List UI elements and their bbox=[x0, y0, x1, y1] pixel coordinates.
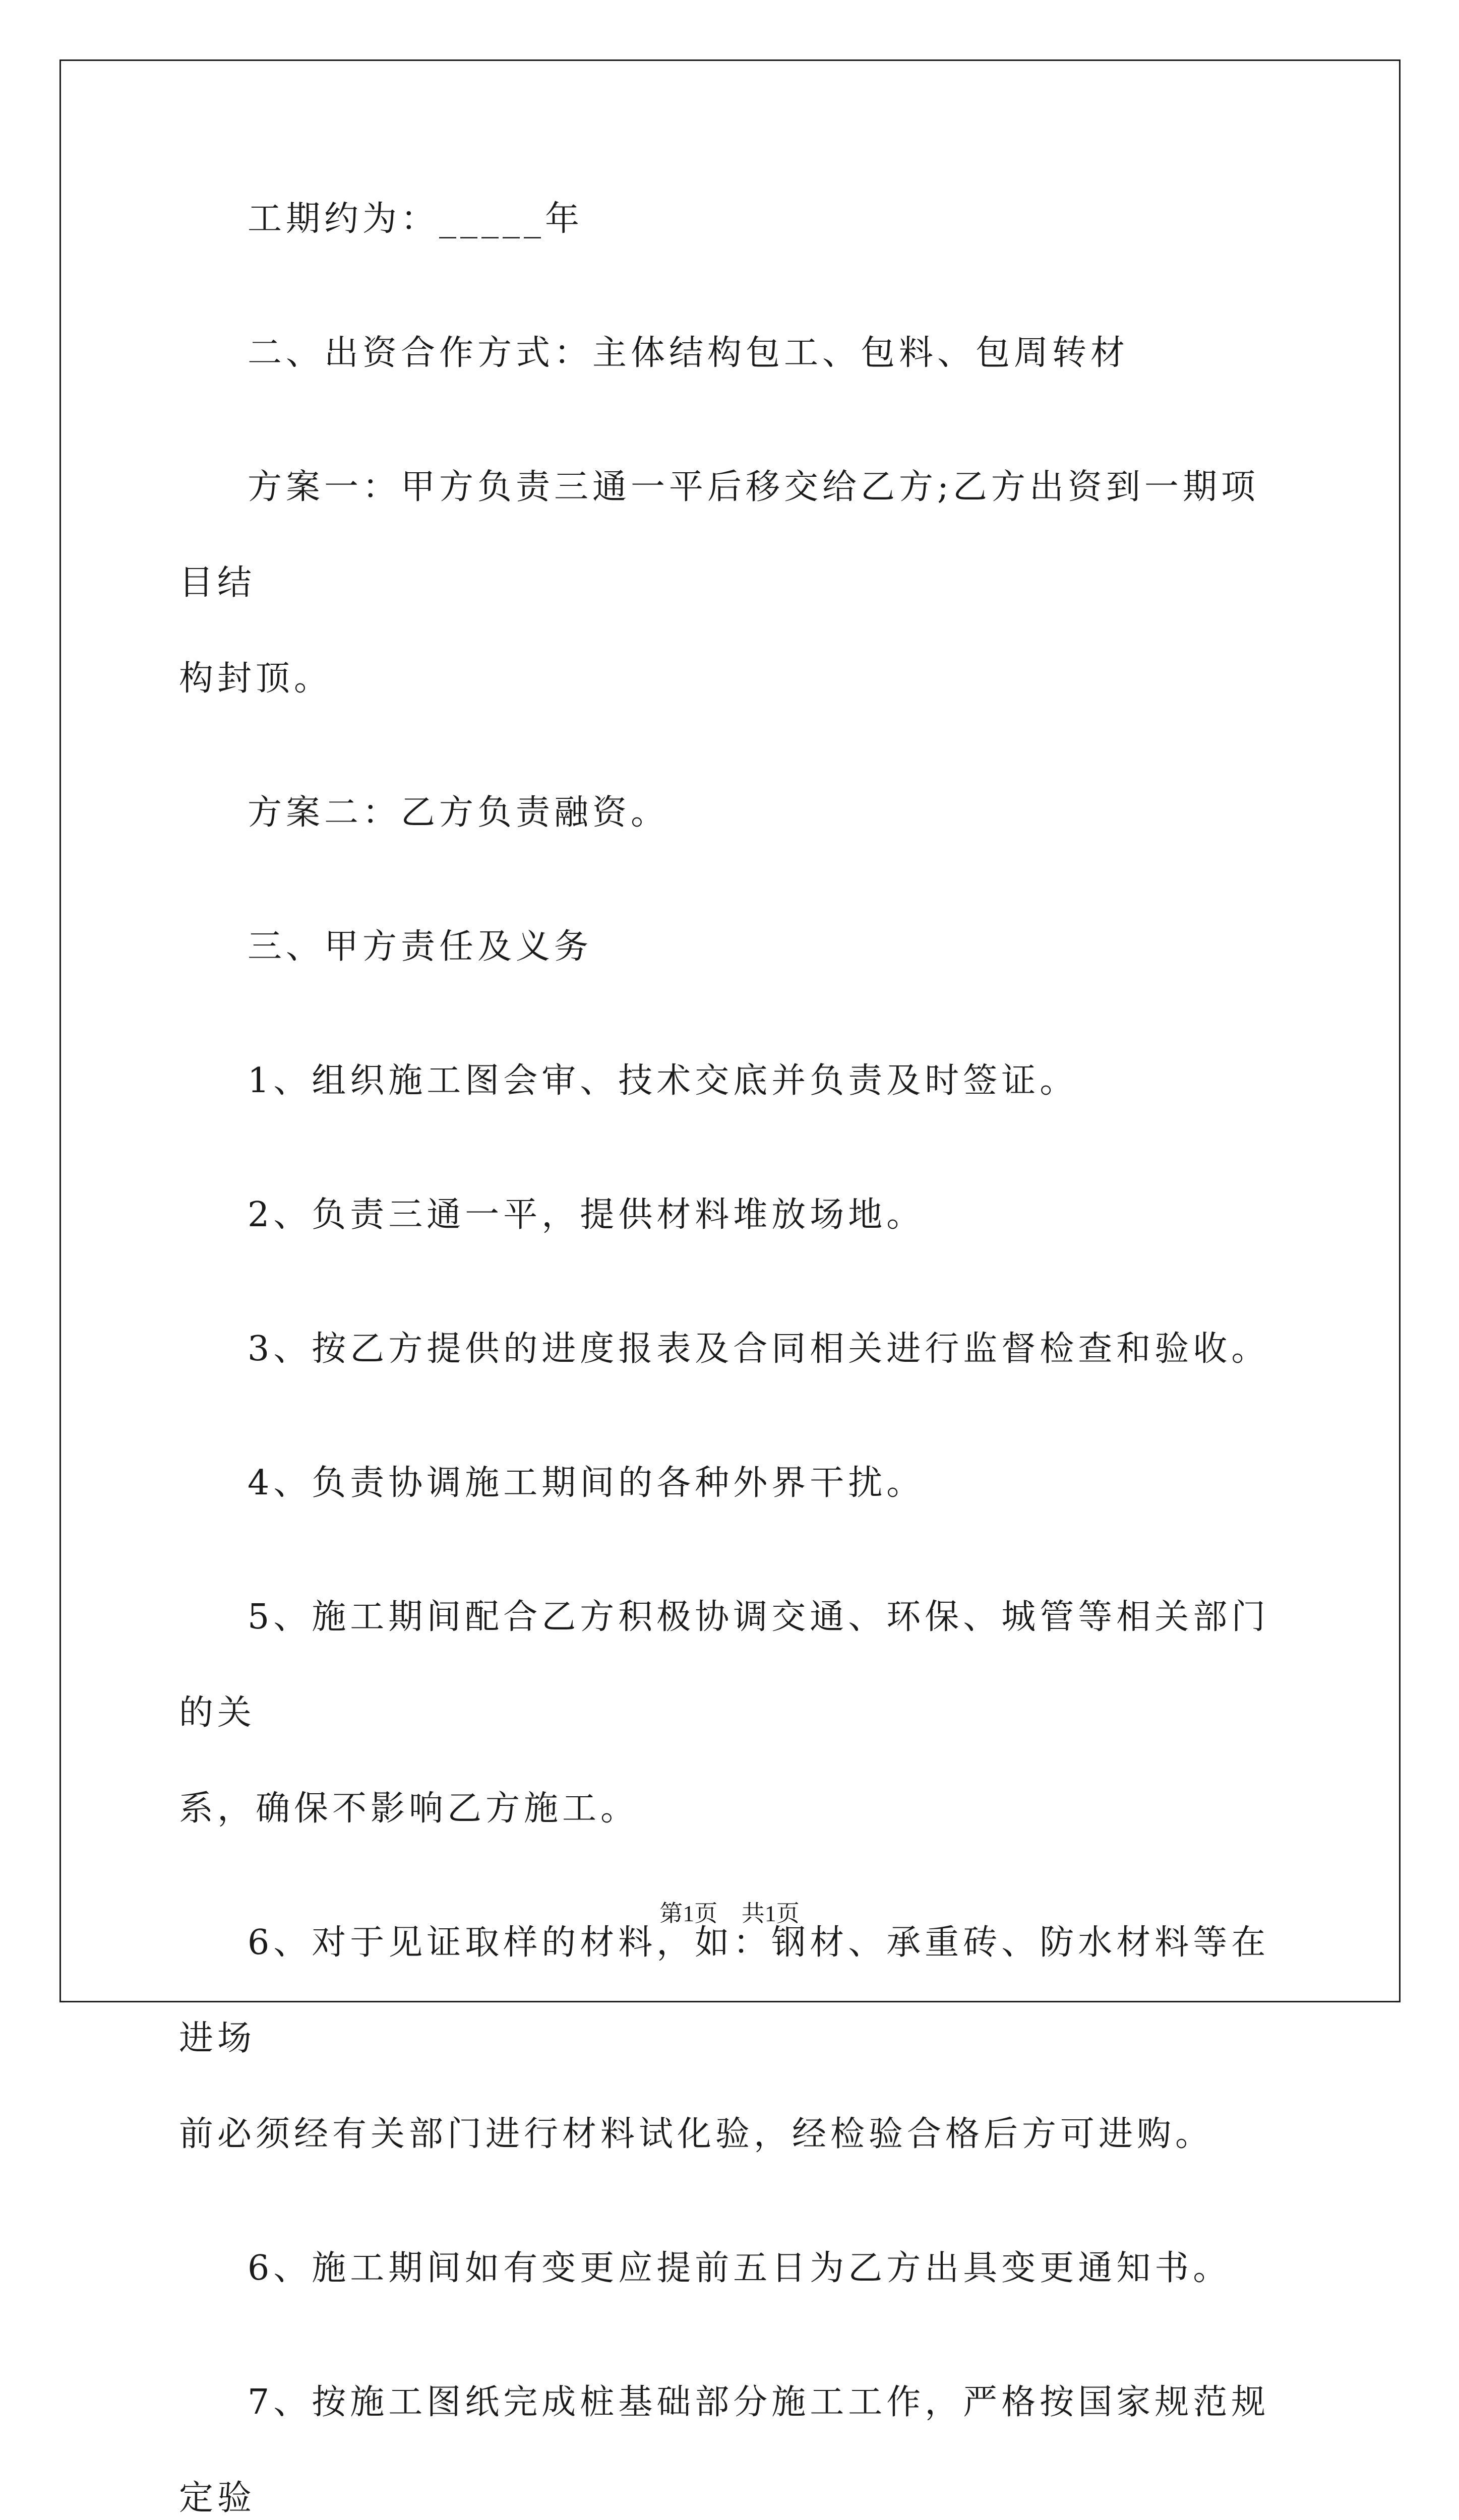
list-item-2 bbox=[179, 1167, 1296, 1263]
list-item-6a bbox=[179, 1895, 1296, 2182]
paragraph-duration bbox=[179, 171, 1296, 267]
page-footer bbox=[0, 1895, 1459, 1928]
text-line: 5、施工期间配合乙方积极协调交通、环保、城管等相关部门的关 bbox=[179, 1597, 1270, 1733]
page-number-total: 共1页 bbox=[741, 1901, 800, 1926]
list-item-6b bbox=[179, 2221, 1296, 2316]
page-number-current: 第1页 bbox=[659, 1901, 718, 1926]
list-item-3 bbox=[179, 1301, 1296, 1397]
text-line: 1、组织施工图会审、技术交底并负责及时签证。 bbox=[248, 1061, 1078, 1101]
text-line: 三、甲方责任及义务 bbox=[248, 927, 593, 967]
text-line: 6、对于见证取样的材料，如：钢材、承重砖、防水材料等在进场 bbox=[179, 1923, 1270, 2058]
text-line: 二、出资合作方式：主体结构包工、包料、包周转材 bbox=[248, 333, 1129, 373]
list-item-4 bbox=[179, 1435, 1296, 1531]
text-line: 工期约为：_____年 bbox=[248, 199, 584, 239]
list-item-7 bbox=[179, 2355, 1296, 2520]
document-body bbox=[179, 192, 1296, 2520]
text-line: 7、按施工图纸完成桩基础部分施工工作，严格按国家规范规定验 bbox=[179, 2382, 1270, 2518]
text-line: 2、负责三通一平，提供材料堆放场地。 bbox=[248, 1195, 925, 1235]
paragraph-section-3-heading bbox=[179, 899, 1296, 995]
text-line: 3、按乙方提供的进度报表及合同相关进行监督检查和验收。 bbox=[248, 1329, 1270, 1369]
text-line: 4、负责协调施工期间的各种外界干扰。 bbox=[248, 1463, 925, 1503]
text-line: 系，确保不影响乙方施工。 bbox=[179, 1789, 639, 1829]
paragraph-section-2-heading bbox=[179, 305, 1296, 401]
text-line: 6、施工期间如有变更应提前五日为乙方出具变更通知书。 bbox=[248, 2248, 1232, 2288]
text-line: 方案一：甲方负责三通一平后移交给乙方;乙方出资到一期项目结 bbox=[179, 467, 1259, 603]
paragraph-plan-2 bbox=[179, 765, 1296, 861]
paragraph-plan-1 bbox=[179, 439, 1296, 727]
list-item-1 bbox=[179, 1033, 1296, 1129]
text-line: 前必须经有关部门进行材料试化验，经检验合格后方可进购。 bbox=[179, 2114, 1214, 2154]
list-item-5 bbox=[179, 1569, 1296, 1857]
text-line: 方案二：乙方负责融资。 bbox=[248, 793, 670, 833]
text-line: 构封顶。 bbox=[179, 659, 333, 699]
